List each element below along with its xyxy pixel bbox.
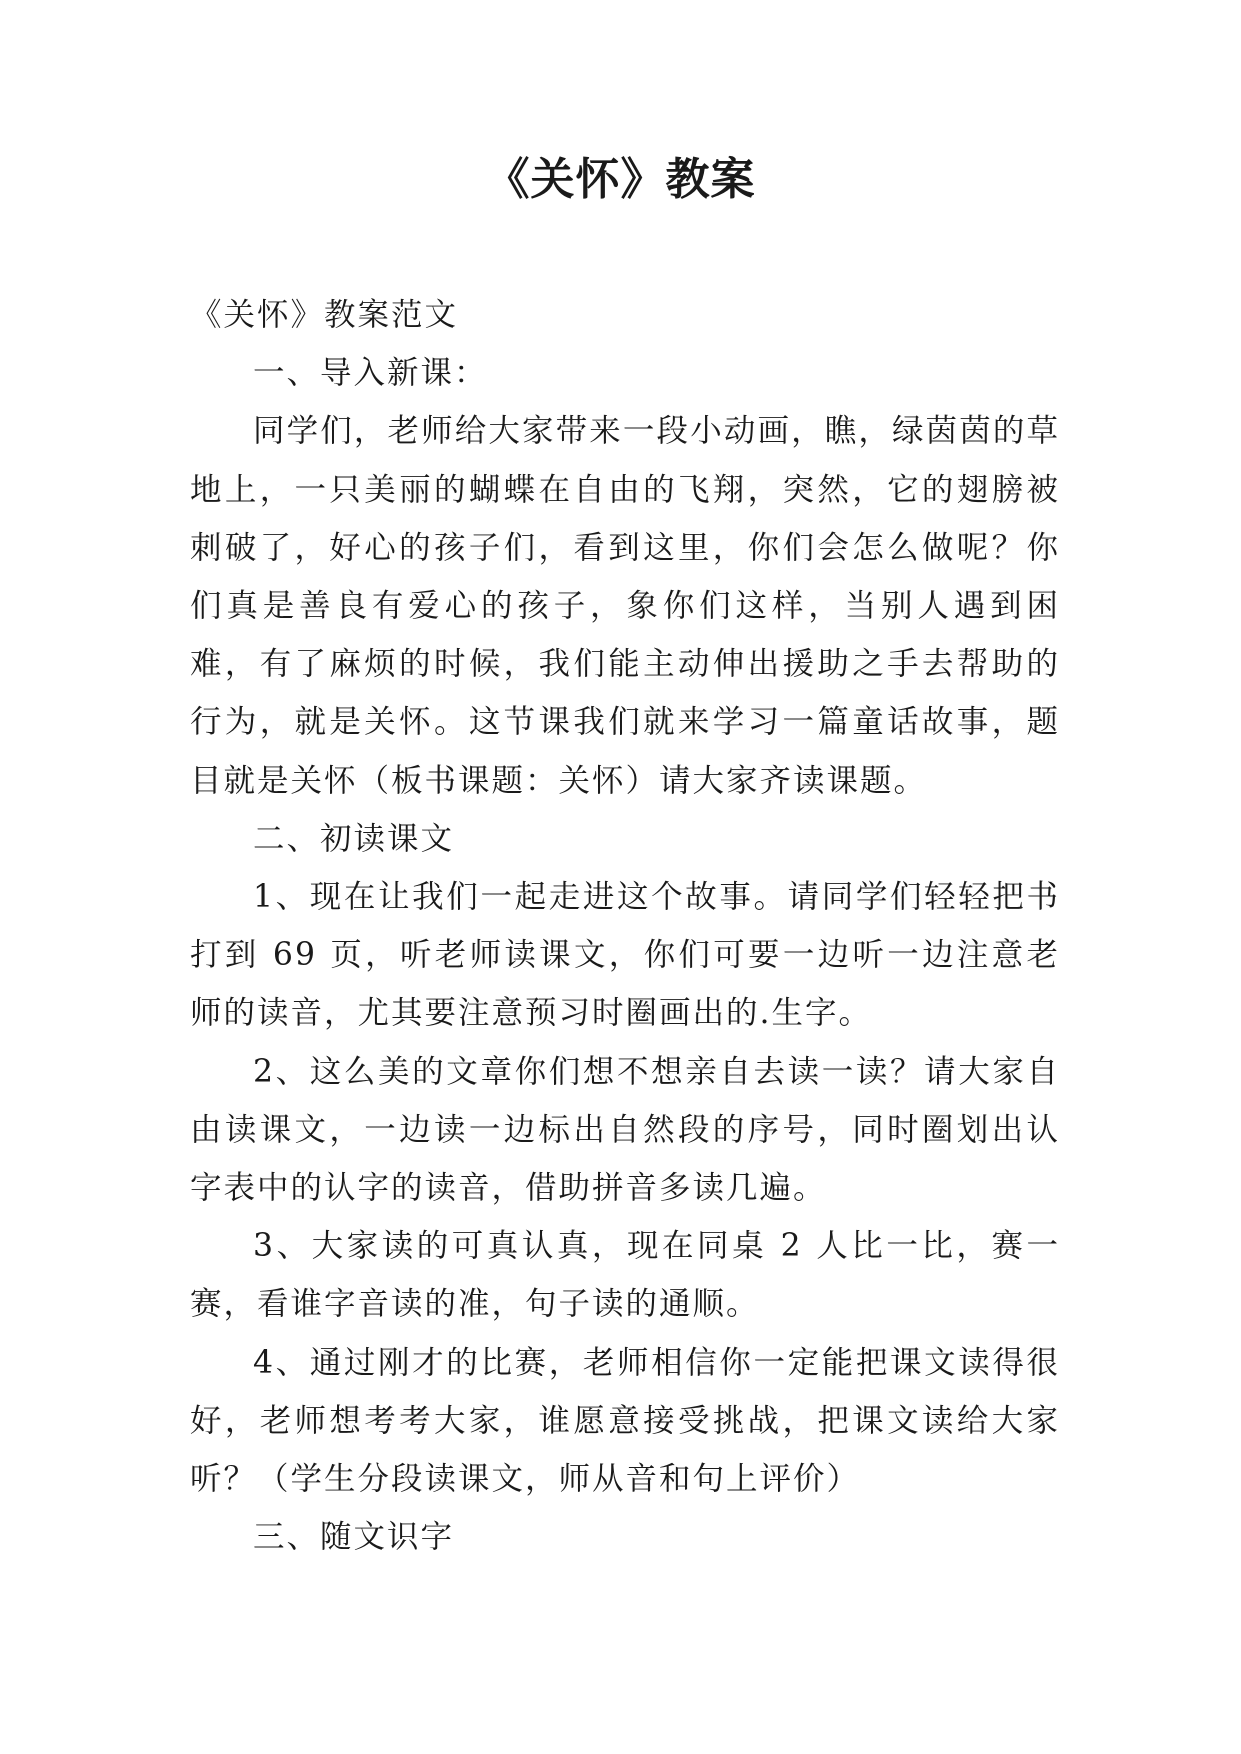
section-heading-intro: 一、导入新课： — [253, 355, 488, 392]
document-title: 《关怀》教案 — [485, 154, 756, 205]
document-body — [190, 286, 1060, 1566]
section-heading-first-reading: 二、初读课文 — [253, 820, 455, 857]
section-heading-literacy: 三、随文识字 — [253, 1519, 455, 1556]
paragraph-step-4: 4、通过刚才的比赛，老师相信你一定能把课文读得很好，老师想考考大家，谁愿意接受挑战，把课文读给大家听？（学生分段读课文，师从音和句上评价） — [190, 1344, 1060, 1498]
paragraph-intro: 同学们，老师给大家带来一段小动画，瞧，绿茵茵的草地上，一只美丽的蝴蝶在自由的飞翔，突然，它的翅膀被刺破了，好心的孩子们，看到这里，你们会怎么做呢？你们真是善良有爱心的孩子，象你们这样，当别人遇到困难，有了麻烦的时候，我们能主动伸出援助之手去帮助的行为，就是关怀。这节课我们就来学习一篇童话故事，题目就是关怀（板书课题：关怀）请大家齐读课题。 — [190, 413, 1060, 799]
paragraph-step-2: 2、这么美的文章你们想不想亲自去读一读？请大家自由读课文，一边读一边标出自然段的序号，同时圈划出认字表中的认字的读音，借助拼音多读几遍。 — [190, 1053, 1060, 1207]
paragraph-heading-sample: 《关怀》教案范文 — [190, 297, 459, 333]
paragraph-step-1: 1、现在让我们一起走进这个故事。请同学们轻轻把书打到 69 页，听老师读课文，你们可要一边听一边注意老师的读音，尤其要注意预习时圈画出的.生字。 — [190, 879, 1060, 1032]
paragraph-step-3: 3、大家读的可真认真，现在同桌 2 人比一比，赛一赛，看谁字音读的准，句子读的通顺。 — [190, 1228, 1060, 1323]
